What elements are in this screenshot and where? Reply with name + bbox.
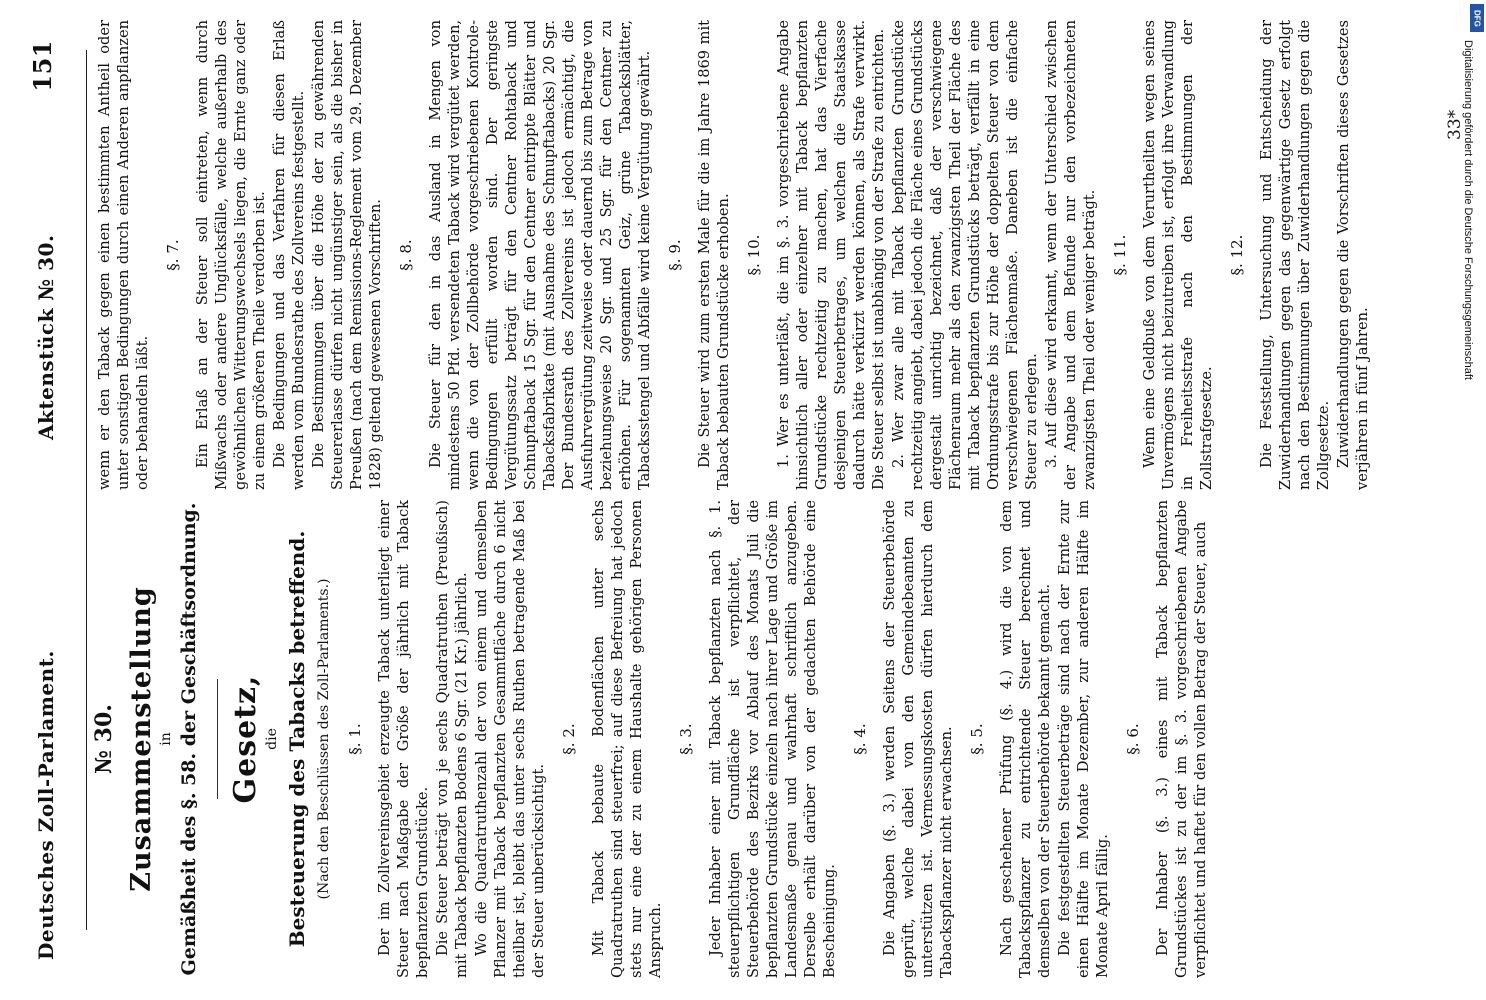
section-heading: §. 7. [164,239,182,271]
section-heading: §. 10. [745,234,763,276]
paragraph: Der Inhaber (§. 3.) eines mit Taback bepflanzten Grundstückes ist zu der im §. 3. vorgeschriebenen Angabe verpflichtet und haftet für den vollen Betrag der Steuer, auch [1154,500,1209,978]
paragraph: Die Angaben (§. 3.) werden Seitens der Steuerbehörde geprüft, welche dabei von den Gemeindebeamten zu unterstützen ist. Vermessungskosten dürfen hierdurch dem Tabackspflanzer nicht erwachsen. [881,500,955,978]
page-header [28,40,68,960]
section-heading: §. 1. [346,723,364,755]
paragraph: Mit Taback bebaute Bodenflächen unter sechs Quadratruthen sind steuerfrei; auf diese Befreiung hat jedoch stets nur eine der zu einem Haushalte gehörigen Personen Anspruch. [590,500,664,978]
header-rule [86,50,87,930]
paragraph: Die Steuer beträgt von je sechs Quadratruthen (Preußisch) mit Taback bepflanzten Bodens 6 Sgr. (21 Kr.) jährlich. [434,500,470,978]
section-heading: §. 11. [1111,234,1129,276]
document-title: Zusammenstellung [126,586,157,892]
section-heading: §. 5. [968,723,986,755]
paragraph: Die festgestellten Steuerbeträge sind nach der Ernte zur einen Hälfte im Monate Dezember, zur anderen Hälfte im Monate April fällig. [1056,500,1111,978]
law-subject: Besteuerung des Tabacks betreffend. [285,530,309,948]
paragraph: 3. Auf diese wird erkannt, wenn der Unterschied zwischen der Angabe und dem Befunde nur den vorbezeichneten zwanzigsten Theil oder weniger beträgt. [1043,20,1098,490]
paragraph: Ein Erlaß an der Steuer soll eintreten, wenn durch Mißwachs oder andere Unglücksfälle, welche außerhalb des gewöhnlichen Witterungswechsels liegen, die Ernte ganz oder zu einem größeren Theile verdorben ist. [194,20,268,490]
digitization-credit-text: Digitalisierung gefördert durch die Deutsche Forschungsgemeinschaft [1462,40,1474,380]
title-connector: in [158,732,174,746]
title-divider [217,679,218,799]
section-heading: §. 3. [677,723,695,755]
section-heading: §. 2. [560,723,578,755]
signature-mark: 33* [1445,109,1465,140]
page-number: 151 [28,40,57,92]
section-heading: §. 8. [397,239,415,271]
paragraph: 2. Wer zwar alle mit Taback bepflanzten Grundstücke rechtzeitig angiebt, dabei jedoch die Fläche eines Grundstücks dergestalt unrichtig bezeichnet, daß der verschwiegene Flächenraum mehr als den zwanzigsten Theil der Fläche des mit Taback bepflanzten Grundstücks beträgt, verfällt in eine Ordnungsstrafe bis zur Höhe der doppelten Steuer von dem verschwiegenen Flächenmaße. Daneben ist die einfache Steuer zu erlegen. [890,20,1040,490]
paragraph: Die Steuer wird zum ersten Male für die im Jahre 1869 mit Taback bebauten Grundstücke erhoben. [696,20,732,490]
paragraph: Die Bestimmungen über die Höhe der zu gewährenden Steuererlasse dürfen nicht ungünstiger sein, als die bisher in Preußen (nach dem Remissions-Reglement vom 29. Dezember 1828) geltend gewesenen Vorschriften. [310,20,384,490]
paragraph: Die Steuer für den in das Ausland in Mengen von mindestens 50 Pfd. versendeten Taback wird vergütet werden, wenn die von der Zollbehörde vorgeschriebenen Kontrole-Bedingungen erfüllt worden sind. Der geringste Vergütungssatz beträgt für den Centner Rohtaback und Schnupftaback 15 Sgr. für den Centner entrippte Blätter und Tabacksfabrikate (mit Ausnahme des Schnupftabacks) 20 Sgr. Der Bundesrath des Zollvereins ist jedoch ermächtigt, die Ausfuhrvergütung zeitweise oder dauernd bis zum Betrage von beziehungsweise 20 Sgr. und 25 Sgr. für den Centner zu erhöhen. Für sogenannten Geiz, grüne Tabacksblätter, Tabacksstengel und Abfälle wird keine Vergütung gewährt. [427,20,653,490]
paragraph: 1. Wer es unterläßt, die im §. 3. vorgeschriebene Angabe hinsichtlich aller oder einzelner mit Taback bepflanzten Grundstücke rechtzeitig zu machen, hat das Vierfache desjenigen Steuerbetrages, um welchen die Staatskasse dadurch hätte verkürzt werden können, als Strafe verwirkt. Die Steuer selbst ist unabhängig von der Strafe zu entrichten. [775,20,887,490]
dfg-logo: DFG [1470,4,1484,32]
paragraph: Jeder Inhaber einer mit Taback bepflanzten nach §. 1. steuerpflichtigen Grundfläche ist verpflichtet, der Steuerbehörde des Bezirks vor Ablauf des Monats Juli die bepflanzten Grundstücke einzeln nach ihrer Lage und Größe im Landesmaße genau und wahrhaft schriftlich anzugeben. Derselbe erhält darüber von der gedachten Behörde eine Bescheinigung. [707,500,838,978]
section-heading: §. 6. [1124,723,1142,755]
section-heading: §. 4. [851,723,869,755]
section-heading: §. 9. [666,239,684,271]
paragraph: Wenn eine Geldbuße von dem Verurtheilten wegen seines Unvermögens nicht beizutreiben ist, erfolgt ihre Verwandlung in Freiheitsstrafe nach den Bestimmungen der Zollstrafgesetze. [1141,20,1215,490]
document-number: № 30. [91,704,117,774]
paragraph: Der im Zollvereinsgebiet erzeugte Taback unterliegt einer Steuer nach Maßgabe der Größe der jährlich mit Taback bepflanzten Grundstücke. [376,500,431,978]
law-article: die [264,728,280,750]
paragraph: wenn er den Taback gegen einen bestimmten Antheil oder unter sonstigen Bedingungen durch einen Anderen anpflanzen oder behandeln läßt. [96,20,151,490]
right-column [95,20,1373,490]
law-title: Gesetz, [228,674,263,804]
paragraph: Die Feststellung, Untersuchung und Entscheidung der Zuwiderhandlungen gegen das gegenwärtige Gesetz erfolgt nach den Bestimmungen über Zuwiderhandlungen gegen die Zollgesetze. [1258,20,1332,490]
header-journal-title: Deutsches Zoll-Parlament. [34,650,58,960]
paragraph: Zuwiderhandlungen gegen die Vorschriften dieses Gesetzes verjähren in fünf Jahren. [1335,20,1371,490]
left-column [91,500,1211,978]
law-source-note: (Nach den Beschlüssen des Zoll-Parlaments.) [316,578,332,900]
section-heading: §. 12. [1228,234,1246,276]
paragraph: Wo die Quadratruthenzahl der von einem und demselben Pflanzer mit Taback bepflanzten Gesammtfläche durch 6 nicht theilbar ist, bleibt das unter sechs Ruthen betragende Maß bei der Steuer unberücksichtigt. [473,500,547,978]
paragraph: Nach geschehener Prüfung (§. 4.) wird die von dem Tabackspflanzer zu entrichtende Steuer berechnet und demselben von der Steuerbehörde bekannt gemacht. [998,500,1053,978]
header-document-number: Aktenstück № 30. [34,234,58,440]
document-subtitle: Gemäßheit des §. 58. der Geschäftsordnung. [178,502,200,976]
paragraph: Die Bedingungen und das Verfahren für diesen Erlaß werden vom Bundesrathe des Zollvereins festgestellt. [271,20,307,490]
